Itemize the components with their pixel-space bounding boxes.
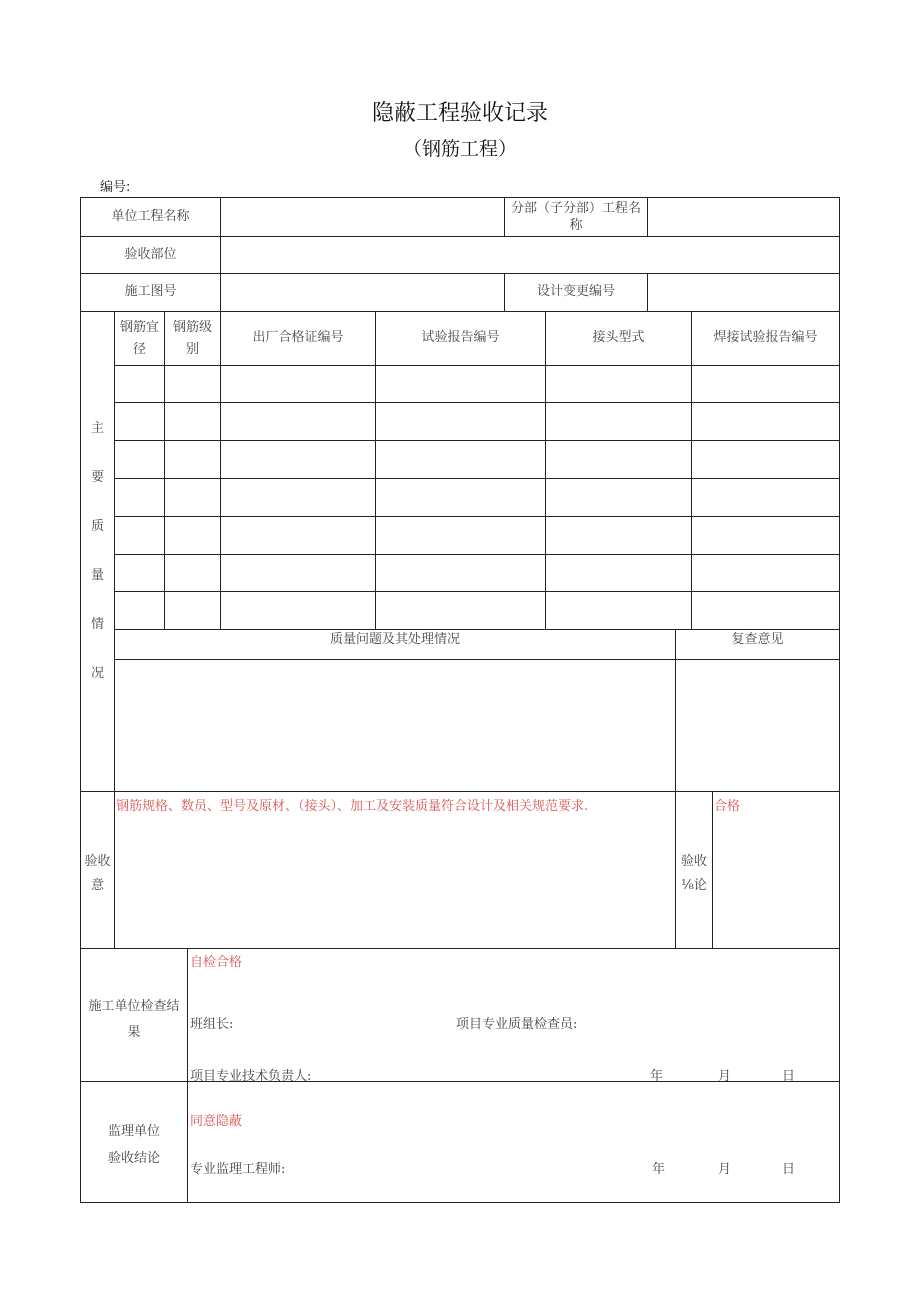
- col-header-grade-line1: 钢筋级: [172, 320, 212, 335]
- acceptance-opinion-label: [81, 850, 114, 898]
- col-header-grade-line2: 别: [185, 342, 199, 357]
- quality-label-char: 要: [90, 470, 104, 485]
- row-divider: [114, 402, 840, 403]
- drawing-number-label: 施工图号: [124, 284, 177, 299]
- review-field[interactable]: [676, 660, 839, 791]
- row-divider: [80, 311, 840, 312]
- col-header-weld-report-no: 焊接试验报告编号: [713, 330, 818, 345]
- sub-project-name-field[interactable]: [648, 198, 839, 236]
- col-header-cert-no: 出厂合格证编号: [252, 330, 344, 345]
- row-divider: [114, 478, 840, 479]
- col-header-diameter: [115, 317, 164, 361]
- contractor-check-label-line1: 施工单位检查结: [88, 999, 180, 1014]
- col-divider: [187, 948, 188, 1203]
- design-change-number-field[interactable]: [648, 274, 839, 311]
- supervising-engineer-label: 专业监理工程师:: [190, 1162, 286, 1177]
- unit-project-name-label: 单位工程名称: [111, 209, 190, 224]
- quality-label-char: 质: [90, 519, 104, 534]
- quality-section-label: [81, 404, 114, 698]
- drawing-number-field[interactable]: [221, 274, 504, 311]
- acceptance-conclusion-label-line2: ⅛论: [681, 878, 707, 893]
- supervisor-month-label: 月: [718, 1162, 732, 1177]
- tech-lead-label: 项目专业技术负责人:: [190, 1069, 312, 1084]
- contractor-year-label: 年: [650, 1069, 664, 1084]
- supervisor-year-label: 年: [652, 1162, 666, 1177]
- supervisor-result[interactable]: 同意隐蔽: [190, 1114, 243, 1129]
- sub-project-name-label: [505, 200, 647, 234]
- contractor-month-label: 月: [718, 1069, 732, 1084]
- col-header-grade: [165, 317, 220, 361]
- table-border-bottom: [80, 1202, 840, 1203]
- col-divider: [691, 311, 692, 629]
- contractor-check-label: [81, 994, 187, 1046]
- doc-number-label: 编号:: [100, 180, 131, 195]
- quality-label-char: 量: [90, 568, 104, 583]
- acceptance-part-field[interactable]: [221, 237, 839, 273]
- contractor-check-label-line2: 果: [127, 1025, 141, 1040]
- acceptance-opinion-label-line1: 验收: [84, 854, 111, 869]
- supervisor-conclusion-label-line1: 监理单位: [107, 1124, 160, 1139]
- col-divider: [712, 791, 713, 949]
- issues-header: 质量问题及其处理情况: [329, 632, 460, 647]
- acceptance-conclusion-label-line1: 验收: [680, 854, 707, 869]
- unit-project-name-field[interactable]: [221, 198, 504, 236]
- row-divider: [80, 791, 840, 792]
- supervisor-conclusion-label: [81, 1118, 187, 1172]
- row-divider: [114, 554, 840, 555]
- col-header-diameter-line2: 径: [132, 342, 146, 357]
- contractor-result[interactable]: 自检合格: [190, 955, 243, 970]
- sub-project-name-label-line2: 称: [569, 218, 583, 233]
- row-divider: [80, 948, 840, 949]
- col-header-test-report-no: 试验报告编号: [421, 330, 500, 345]
- acceptance-opinion-label-line2: 意: [90, 878, 104, 893]
- row-divider: [114, 516, 840, 517]
- acceptance-conclusion-value[interactable]: 合格: [714, 799, 741, 814]
- quality-label-char: 情: [90, 617, 104, 632]
- quality-label-char: 况: [90, 666, 104, 681]
- col-divider: [545, 311, 546, 629]
- design-change-number-label: 设计变更编号: [536, 284, 615, 299]
- col-divider: [220, 311, 221, 629]
- col-header-joint-type: 接头型式: [592, 330, 645, 345]
- col-divider: [375, 311, 376, 629]
- row-divider: [114, 591, 840, 592]
- quality-label-char: 主: [90, 421, 104, 436]
- supervisor-conclusion-label-line2: 验收结论: [107, 1151, 160, 1166]
- page-title: 隐蔽工程验收记录: [371, 101, 548, 126]
- row-divider: [114, 365, 840, 366]
- issues-field[interactable]: [115, 660, 675, 791]
- table-border-right: [839, 197, 840, 1203]
- acceptance-part-label: 验收部位: [124, 247, 177, 262]
- col-header-diameter-line1: 钢筋宜: [119, 320, 159, 335]
- acceptance-conclusion-label: [676, 850, 712, 898]
- qc-inspector-label: 项目专业质量检查员:: [456, 1017, 578, 1032]
- sub-project-name-label-line1: 分部（子分部）工程名: [510, 201, 641, 216]
- contractor-day-label: 日: [782, 1069, 796, 1084]
- page-subtitle: （钢筋工程）: [402, 138, 517, 160]
- acceptance-opinion-text[interactable]: 钢筋规格、数员、型号及原材、（接头）、加工及安装质量符合设计及相关规范要求.: [116, 799, 589, 814]
- team-leader-label: 班组长:: [190, 1017, 234, 1032]
- row-divider: [114, 440, 840, 441]
- supervisor-day-label: 日: [782, 1162, 796, 1177]
- table-border-left: [80, 197, 81, 1203]
- review-header: 复查意见: [731, 632, 784, 647]
